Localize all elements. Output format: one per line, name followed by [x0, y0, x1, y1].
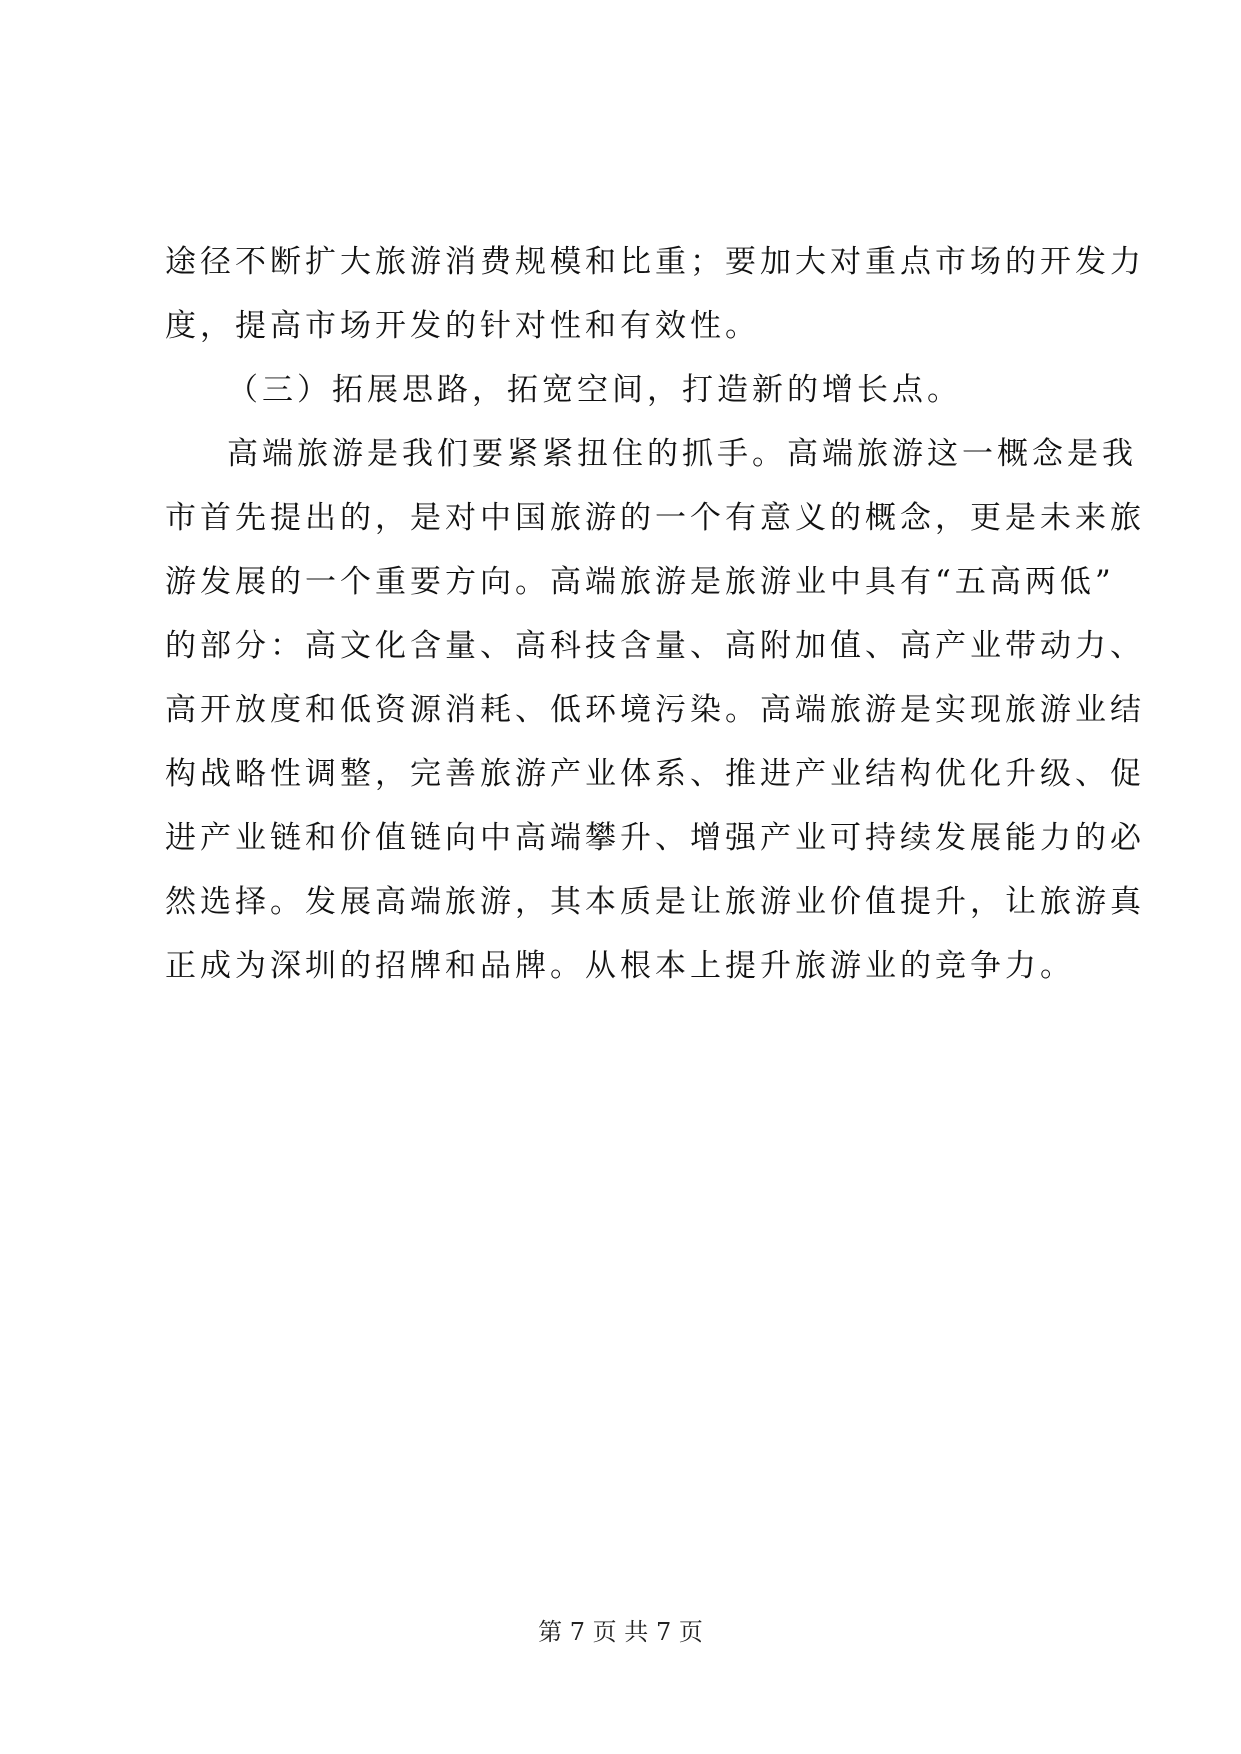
text-line: 进产业链和价值链向中高端攀升、增强产业可持续发展能力的必 — [165, 820, 1145, 856]
section-heading — [165, 358, 1075, 422]
text-line: 途径不断扩大旅游消费规模和比重；要加大对重点市场的开发力 — [165, 244, 1145, 280]
text-line: 度，提高市场开发的针对性和有效性。 — [165, 308, 760, 344]
text-line: 游发展的一个重要方向。高端旅游是旅游业中具有“五高两低” — [165, 564, 1115, 600]
text-line: 高开放度和低资源消耗、低环境污染。高端旅游是实现旅游业结 — [165, 692, 1145, 728]
text-line: （三）拓展思路，拓宽空间，打造新的增长点。 — [227, 372, 962, 408]
text-line: 构战略性调整，完善旅游产业体系、推进产业结构优化升级、促 — [165, 756, 1145, 792]
text-line: 正成为深圳的招牌和品牌。从根本上提升旅游业的竞争力。 — [165, 948, 1075, 984]
text-line: 市首先提出的，是对中国旅游的一个有意义的概念，更是未来旅 — [165, 500, 1145, 536]
paragraph-1 — [165, 230, 1145, 358]
text-line: 高端旅游是我们要紧紧扭住的抓手。高端旅游这一概念是我 — [227, 436, 1137, 472]
text-line: 的部分：高文化含量、高科技含量、高附加值、高产业带动力、 — [165, 628, 1145, 664]
page-footer: 第 7 页 共 7 页 — [538, 1618, 703, 1646]
text-line: 然选择。发展高端旅游，其本质是让旅游业价值提升，让旅游真 — [165, 884, 1145, 920]
document-body — [165, 230, 1145, 998]
paragraph-3 — [165, 422, 1145, 998]
